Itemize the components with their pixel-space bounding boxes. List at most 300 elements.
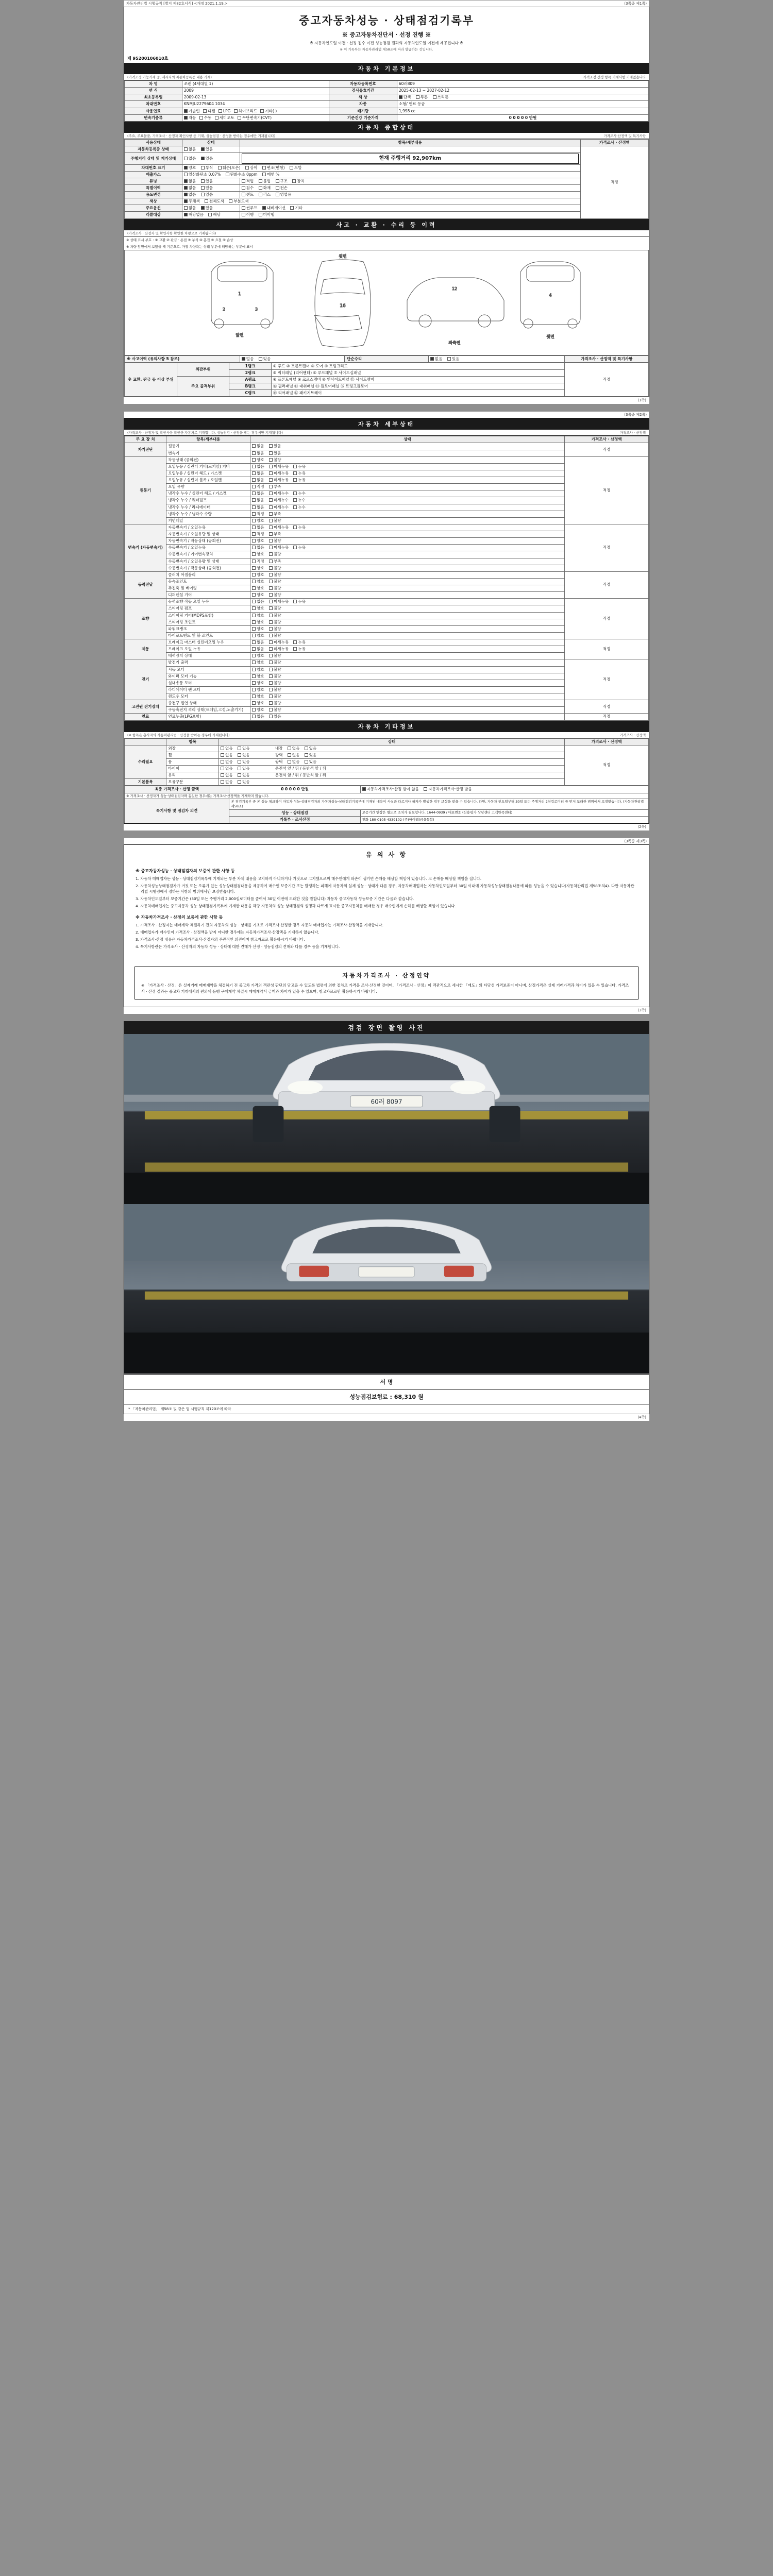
- checkbox-icon[interactable]: [252, 546, 256, 549]
- checkbox-icon[interactable]: [269, 560, 273, 563]
- checkbox-icon[interactable]: [269, 451, 273, 455]
- checkbox-icon[interactable]: [242, 213, 245, 216]
- history-total-loss[interactable]: [276, 185, 288, 191]
- checkbox-icon[interactable]: [269, 593, 273, 597]
- opt-yes[interactable]: [208, 212, 221, 217]
- checkbox-icon[interactable]: [184, 147, 188, 151]
- opt-1[interactable]: [238, 779, 250, 785]
- opt-0[interactable]: [252, 532, 264, 537]
- opt-1[interactable]: [238, 773, 250, 778]
- checkbox-icon[interactable]: [252, 627, 256, 631]
- checkbox-icon[interactable]: [221, 767, 224, 770]
- option-sunroof[interactable]: [242, 206, 258, 211]
- checkbox-icon[interactable]: [293, 546, 297, 549]
- checkbox-icon[interactable]: [260, 109, 264, 113]
- checkbox-icon[interactable]: [252, 606, 256, 610]
- checkbox-icon[interactable]: [269, 708, 273, 711]
- accident-none[interactable]: [242, 357, 254, 362]
- fuel-option-4[interactable]: [260, 109, 277, 114]
- checkbox-icon[interactable]: [269, 654, 273, 657]
- checkbox-icon[interactable]: [269, 660, 273, 664]
- color-option-0[interactable]: [399, 95, 411, 100]
- opt-0[interactable]: [252, 559, 264, 564]
- checkbox-icon[interactable]: [201, 157, 205, 160]
- opt-5[interactable]: [290, 165, 302, 171]
- checkbox-icon[interactable]: [269, 681, 273, 685]
- opt-1[interactable]: [269, 451, 281, 456]
- checkbox-icon[interactable]: [269, 512, 273, 516]
- checkbox-icon[interactable]: [238, 767, 241, 770]
- checkbox-icon[interactable]: [269, 674, 273, 678]
- opt-0[interactable]: [252, 660, 264, 665]
- checkbox-icon[interactable]: [288, 747, 291, 750]
- checkbox-icon[interactable]: [252, 471, 256, 475]
- checkbox-icon[interactable]: [242, 193, 245, 196]
- opt-0[interactable]: [252, 640, 264, 645]
- opt-1[interactable]: [238, 753, 250, 758]
- opt-1[interactable]: [269, 586, 281, 591]
- checkbox-icon[interactable]: [184, 109, 188, 113]
- sub-opt-1[interactable]: [305, 746, 317, 751]
- checkbox-icon[interactable]: [252, 701, 256, 705]
- checkbox-icon[interactable]: [269, 519, 273, 522]
- checkbox-icon[interactable]: [252, 593, 256, 597]
- opt-1[interactable]: [269, 518, 281, 523]
- checkbox-icon[interactable]: [259, 357, 262, 361]
- opt-1[interactable]: [269, 572, 281, 578]
- usage-commercial[interactable]: [276, 192, 292, 197]
- checkbox-icon[interactable]: [252, 512, 256, 516]
- checkbox-icon[interactable]: [293, 640, 297, 644]
- opt-yes[interactable]: [201, 185, 213, 191]
- checkbox-icon[interactable]: [362, 787, 366, 791]
- checkbox-icon[interactable]: [269, 715, 273, 718]
- opt-0[interactable]: [252, 491, 264, 496]
- opt-0[interactable]: [252, 606, 264, 611]
- opt-1[interactable]: [269, 538, 281, 544]
- checkbox-icon[interactable]: [252, 674, 256, 678]
- checkbox-icon[interactable]: [242, 179, 245, 183]
- checkbox-icon[interactable]: [252, 532, 256, 536]
- checkbox-icon[interactable]: [262, 173, 266, 176]
- opt-0[interactable]: [221, 746, 233, 751]
- checkbox-icon[interactable]: [262, 206, 266, 210]
- checkbox-icon[interactable]: [259, 213, 262, 216]
- checkbox-icon[interactable]: [259, 179, 262, 183]
- opt-0[interactable]: [252, 681, 264, 686]
- checkbox-icon[interactable]: [269, 606, 273, 610]
- checkbox-icon[interactable]: [288, 760, 291, 764]
- checkbox-icon[interactable]: [416, 95, 419, 99]
- checkbox-icon[interactable]: [293, 465, 297, 468]
- opt-yes[interactable]: [201, 147, 213, 152]
- checkbox-icon[interactable]: [221, 747, 224, 750]
- checkbox-icon[interactable]: [293, 647, 297, 651]
- checkbox-icon[interactable]: [218, 166, 222, 170]
- tuning-device[interactable]: [292, 179, 305, 184]
- opt-1[interactable]: [269, 512, 281, 517]
- usage-lease[interactable]: [259, 192, 271, 197]
- opt-none[interactable]: [184, 179, 196, 184]
- checkbox-icon[interactable]: [184, 166, 188, 170]
- checkbox-icon[interactable]: [252, 694, 256, 698]
- checkbox-icon[interactable]: [269, 444, 273, 448]
- opt-1[interactable]: [269, 667, 281, 672]
- checkbox-icon[interactable]: [252, 688, 256, 691]
- opt-0[interactable]: [184, 165, 196, 171]
- paint-2[interactable]: [229, 199, 248, 204]
- sub-opt-0[interactable]: [288, 753, 300, 758]
- opt-0[interactable]: [252, 572, 264, 578]
- opt-0[interactable]: [252, 687, 264, 692]
- checkbox-icon[interactable]: [221, 760, 224, 764]
- opt-0[interactable]: [252, 674, 264, 679]
- opt-1[interactable]: [238, 766, 250, 771]
- opt-1[interactable]: [269, 640, 289, 645]
- checkbox-icon[interactable]: [269, 634, 273, 637]
- trans-option-1[interactable]: [199, 115, 212, 121]
- opt-1[interactable]: [269, 674, 281, 679]
- opt-0[interactable]: [252, 653, 264, 658]
- checkbox-icon[interactable]: [292, 179, 296, 183]
- checkbox-icon[interactable]: [269, 566, 273, 570]
- checkbox-icon[interactable]: [252, 465, 256, 468]
- checkbox-icon[interactable]: [293, 498, 297, 502]
- checkbox-icon[interactable]: [252, 640, 256, 644]
- opt-2[interactable]: [293, 471, 306, 476]
- opt-1[interactable]: [269, 545, 289, 550]
- checkbox-icon[interactable]: [252, 539, 256, 543]
- opt-1[interactable]: [238, 759, 250, 765]
- checkbox-icon[interactable]: [229, 199, 232, 203]
- opt-0[interactable]: [252, 620, 264, 625]
- checkbox-icon[interactable]: [269, 465, 273, 468]
- checkbox-icon[interactable]: [269, 471, 273, 475]
- checkbox-icon[interactable]: [238, 747, 241, 750]
- checkbox-icon[interactable]: [276, 193, 279, 196]
- checkbox-icon[interactable]: [276, 179, 279, 183]
- signature-bar[interactable]: 서 명: [124, 1375, 649, 1389]
- opt-0[interactable]: [252, 707, 264, 713]
- opt-1[interactable]: [269, 660, 281, 665]
- car-damage-diagram[interactable]: [124, 250, 649, 355]
- opt-0[interactable]: [252, 518, 264, 523]
- checkbox-icon[interactable]: [305, 760, 308, 764]
- opt-1[interactable]: [269, 620, 281, 625]
- sub-opt-0[interactable]: [288, 759, 300, 765]
- checkbox-icon[interactable]: [293, 526, 297, 529]
- checkbox-icon[interactable]: [269, 539, 273, 543]
- checkbox-icon[interactable]: [252, 566, 256, 570]
- checkbox-icon[interactable]: [269, 647, 273, 651]
- fuel-option-1[interactable]: [203, 109, 215, 114]
- opt-1[interactable]: [269, 606, 281, 611]
- fuel-option-2[interactable]: [219, 109, 231, 114]
- checkbox-icon[interactable]: [290, 166, 293, 170]
- recall-pending[interactable]: [259, 212, 275, 217]
- check-not-appraised[interactable]: [362, 787, 419, 792]
- opt-1[interactable]: [269, 457, 281, 463]
- opt-0[interactable]: [252, 714, 264, 719]
- simple-yes[interactable]: [447, 357, 460, 362]
- opt-1[interactable]: [269, 681, 281, 686]
- checkbox-icon[interactable]: [252, 620, 256, 624]
- opt-1[interactable]: [269, 532, 281, 537]
- checkbox-icon[interactable]: [293, 600, 297, 603]
- opt-0[interactable]: [252, 701, 264, 706]
- option-etc[interactable]: [290, 206, 303, 211]
- option-navigation[interactable]: [262, 206, 285, 211]
- checkbox-icon[interactable]: [269, 492, 273, 495]
- opt-2[interactable]: [293, 599, 306, 604]
- opt-2[interactable]: [293, 498, 306, 503]
- history-flood[interactable]: [242, 185, 254, 191]
- opt-0[interactable]: [252, 505, 264, 510]
- opt-1[interactable]: [269, 592, 281, 598]
- checkbox-icon[interactable]: [430, 357, 434, 361]
- checkbox-icon[interactable]: [305, 747, 308, 750]
- checkbox-icon[interactable]: [221, 753, 224, 757]
- opt-0[interactable]: [252, 525, 264, 530]
- opt-3[interactable]: [245, 165, 258, 171]
- checkbox-icon[interactable]: [269, 614, 273, 617]
- opt-0[interactable]: [252, 592, 264, 598]
- checkbox-icon[interactable]: [184, 157, 188, 160]
- checkbox-icon[interactable]: [215, 116, 219, 120]
- opt-2[interactable]: [293, 505, 306, 510]
- tuning-legal[interactable]: [242, 179, 254, 184]
- checkbox-icon[interactable]: [269, 526, 273, 529]
- opt-none[interactable]: [184, 156, 196, 161]
- fuel-option-0[interactable]: [184, 109, 200, 114]
- checkbox-icon[interactable]: [184, 116, 188, 120]
- opt-none[interactable]: [184, 147, 196, 152]
- checkbox-icon[interactable]: [252, 715, 256, 718]
- checkbox-icon[interactable]: [234, 109, 238, 113]
- checkbox-icon[interactable]: [252, 498, 256, 502]
- checkbox-icon[interactable]: [424, 787, 427, 791]
- checkbox-icon[interactable]: [203, 109, 207, 113]
- checkbox-icon[interactable]: [269, 505, 273, 509]
- checkbox-icon[interactable]: [433, 95, 436, 99]
- checkbox-icon[interactable]: [252, 654, 256, 657]
- opt-1[interactable]: [269, 464, 289, 469]
- checkbox-icon[interactable]: [201, 166, 205, 170]
- opt-yes[interactable]: [201, 179, 213, 184]
- opt-2[interactable]: [293, 525, 306, 530]
- check-appraised[interactable]: [424, 787, 472, 792]
- checkbox-icon[interactable]: [238, 116, 241, 120]
- checkbox-icon[interactable]: [205, 199, 208, 203]
- checkbox-icon[interactable]: [238, 753, 241, 757]
- paint-0[interactable]: [184, 199, 200, 204]
- opt-0[interactable]: [221, 753, 233, 758]
- checkbox-icon[interactable]: [293, 478, 297, 482]
- opt-0[interactable]: [221, 779, 233, 785]
- tuning-structure[interactable]: [276, 179, 288, 184]
- opt-none[interactable]: [184, 185, 196, 191]
- checkbox-icon[interactable]: [184, 199, 188, 203]
- opt-2[interactable]: [293, 545, 306, 550]
- trans-option-3[interactable]: [238, 115, 272, 121]
- paint-1[interactable]: [205, 199, 224, 204]
- checkbox-icon[interactable]: [242, 357, 245, 361]
- checkbox-icon[interactable]: [293, 492, 297, 495]
- opt-0[interactable]: [252, 538, 264, 544]
- opt-0[interactable]: [252, 694, 264, 699]
- checkbox-icon[interactable]: [269, 701, 273, 705]
- checkbox-icon[interactable]: [184, 206, 188, 210]
- checkbox-icon[interactable]: [252, 519, 256, 522]
- checkbox-icon[interactable]: [242, 186, 245, 190]
- checkbox-icon[interactable]: [288, 753, 291, 757]
- opt-4[interactable]: [262, 165, 285, 171]
- checkbox-icon[interactable]: [252, 600, 256, 603]
- opt-2[interactable]: [293, 640, 306, 645]
- opt-1[interactable]: [269, 707, 281, 713]
- checkbox-icon[interactable]: [238, 773, 241, 777]
- checkbox-icon[interactable]: [269, 627, 273, 631]
- checkbox-icon[interactable]: [252, 560, 256, 563]
- opt-2[interactable]: [293, 491, 306, 496]
- opt-1[interactable]: [269, 566, 281, 571]
- checkbox-icon[interactable]: [201, 206, 205, 210]
- checkbox-icon[interactable]: [269, 573, 273, 577]
- usage-rent[interactable]: [242, 192, 254, 197]
- checkbox-icon[interactable]: [269, 546, 273, 549]
- opt-1[interactable]: [269, 579, 281, 584]
- checkbox-icon[interactable]: [259, 193, 262, 196]
- opt-1[interactable]: [269, 478, 289, 483]
- checkbox-icon[interactable]: [252, 526, 256, 529]
- checkbox-icon[interactable]: [238, 780, 241, 784]
- checkbox-icon[interactable]: [201, 186, 205, 190]
- checkbox-icon[interactable]: [252, 444, 256, 448]
- opt-1[interactable]: [269, 687, 281, 692]
- trans-option-2[interactable]: [215, 115, 234, 121]
- color-option-2[interactable]: [433, 95, 449, 100]
- opt-1[interactable]: [269, 525, 289, 530]
- checkbox-icon[interactable]: [252, 573, 256, 577]
- checkbox-icon[interactable]: [221, 773, 224, 777]
- opt-1[interactable]: [269, 633, 281, 638]
- checkbox-icon[interactable]: [269, 620, 273, 624]
- checkbox-icon[interactable]: [269, 688, 273, 691]
- checkbox-icon[interactable]: [399, 95, 402, 99]
- checkbox-icon[interactable]: [269, 580, 273, 583]
- checkbox-icon[interactable]: [242, 206, 245, 210]
- sub-opt-0[interactable]: [288, 746, 300, 751]
- opt-0[interactable]: [252, 579, 264, 584]
- checkbox-icon[interactable]: [252, 485, 256, 488]
- opt-1[interactable]: [269, 599, 289, 604]
- checkbox-icon[interactable]: [245, 166, 249, 170]
- checkbox-icon[interactable]: [252, 505, 256, 509]
- opt-0[interactable]: [252, 633, 264, 638]
- opt-1[interactable]: [269, 653, 281, 658]
- simple-none[interactable]: [430, 357, 443, 362]
- opt-1[interactable]: [269, 498, 289, 503]
- checkbox-icon[interactable]: [262, 166, 266, 170]
- checkbox-icon[interactable]: [199, 116, 203, 120]
- opt-yes[interactable]: [201, 192, 213, 197]
- opt-1[interactable]: [269, 559, 281, 564]
- checkbox-icon[interactable]: [221, 780, 224, 784]
- checkbox-icon[interactable]: [269, 498, 273, 502]
- opt-1[interactable]: [201, 165, 213, 171]
- opt-0[interactable]: [252, 545, 264, 550]
- opt-0[interactable]: [252, 484, 264, 489]
- opt-0[interactable]: [252, 498, 264, 503]
- checkbox-icon[interactable]: [293, 505, 297, 509]
- opt-0[interactable]: [252, 444, 264, 449]
- opt-0[interactable]: [252, 613, 264, 618]
- checkbox-icon[interactable]: [269, 668, 273, 671]
- opt-1[interactable]: [269, 647, 289, 652]
- opt-0[interactable]: [252, 586, 264, 591]
- opt-none[interactable]: [184, 212, 204, 217]
- opt-0[interactable]: [252, 667, 264, 672]
- opt-0[interactable]: [252, 552, 264, 557]
- opt-0[interactable]: [252, 464, 264, 469]
- checkbox-icon[interactable]: [269, 458, 273, 462]
- checkbox-icon[interactable]: [252, 492, 256, 495]
- fuel-option-3[interactable]: [234, 109, 257, 114]
- checkbox-icon[interactable]: [269, 640, 273, 644]
- checkbox-icon[interactable]: [269, 552, 273, 556]
- sub-opt-1[interactable]: [305, 759, 317, 765]
- checkbox-icon[interactable]: [201, 179, 205, 183]
- opt-none[interactable]: [184, 192, 196, 197]
- opt-yes[interactable]: [201, 156, 213, 161]
- checkbox-icon[interactable]: [252, 451, 256, 455]
- checkbox-icon[interactable]: [276, 186, 279, 190]
- opt-2[interactable]: [293, 647, 306, 652]
- tuning-illegal[interactable]: [259, 179, 271, 184]
- opt-1[interactable]: [269, 626, 281, 632]
- checkbox-icon[interactable]: [184, 213, 188, 216]
- opt-0[interactable]: [221, 773, 233, 778]
- checkbox-icon[interactable]: [290, 206, 294, 210]
- opt-yes[interactable]: [201, 206, 213, 211]
- opt-1[interactable]: [269, 444, 281, 449]
- checkbox-icon[interactable]: [259, 186, 262, 190]
- opt-0[interactable]: [252, 626, 264, 632]
- opt-1[interactable]: [269, 491, 289, 496]
- opt-2[interactable]: [218, 165, 241, 171]
- opt-0[interactable]: [252, 599, 264, 604]
- history-fire[interactable]: [259, 185, 271, 191]
- opt-0[interactable]: [252, 471, 264, 476]
- checkbox-icon[interactable]: [252, 668, 256, 671]
- opt-1[interactable]: [269, 552, 281, 557]
- opt-1[interactable]: [269, 701, 281, 706]
- opt-1[interactable]: [269, 484, 281, 489]
- opt-1[interactable]: [269, 613, 281, 618]
- checkbox-icon[interactable]: [252, 681, 256, 685]
- checkbox-icon[interactable]: [184, 179, 188, 183]
- checkbox-icon[interactable]: [252, 634, 256, 637]
- color-option-1[interactable]: [416, 95, 428, 100]
- accident-yes[interactable]: [259, 357, 271, 362]
- sub-opt-1[interactable]: [305, 753, 317, 758]
- checkbox-icon[interactable]: [184, 193, 188, 196]
- opt-1[interactable]: [269, 694, 281, 699]
- opt-1[interactable]: [269, 714, 281, 719]
- checkbox-icon[interactable]: [447, 357, 451, 361]
- opt-0[interactable]: [252, 451, 264, 456]
- checkbox-icon[interactable]: [269, 478, 273, 482]
